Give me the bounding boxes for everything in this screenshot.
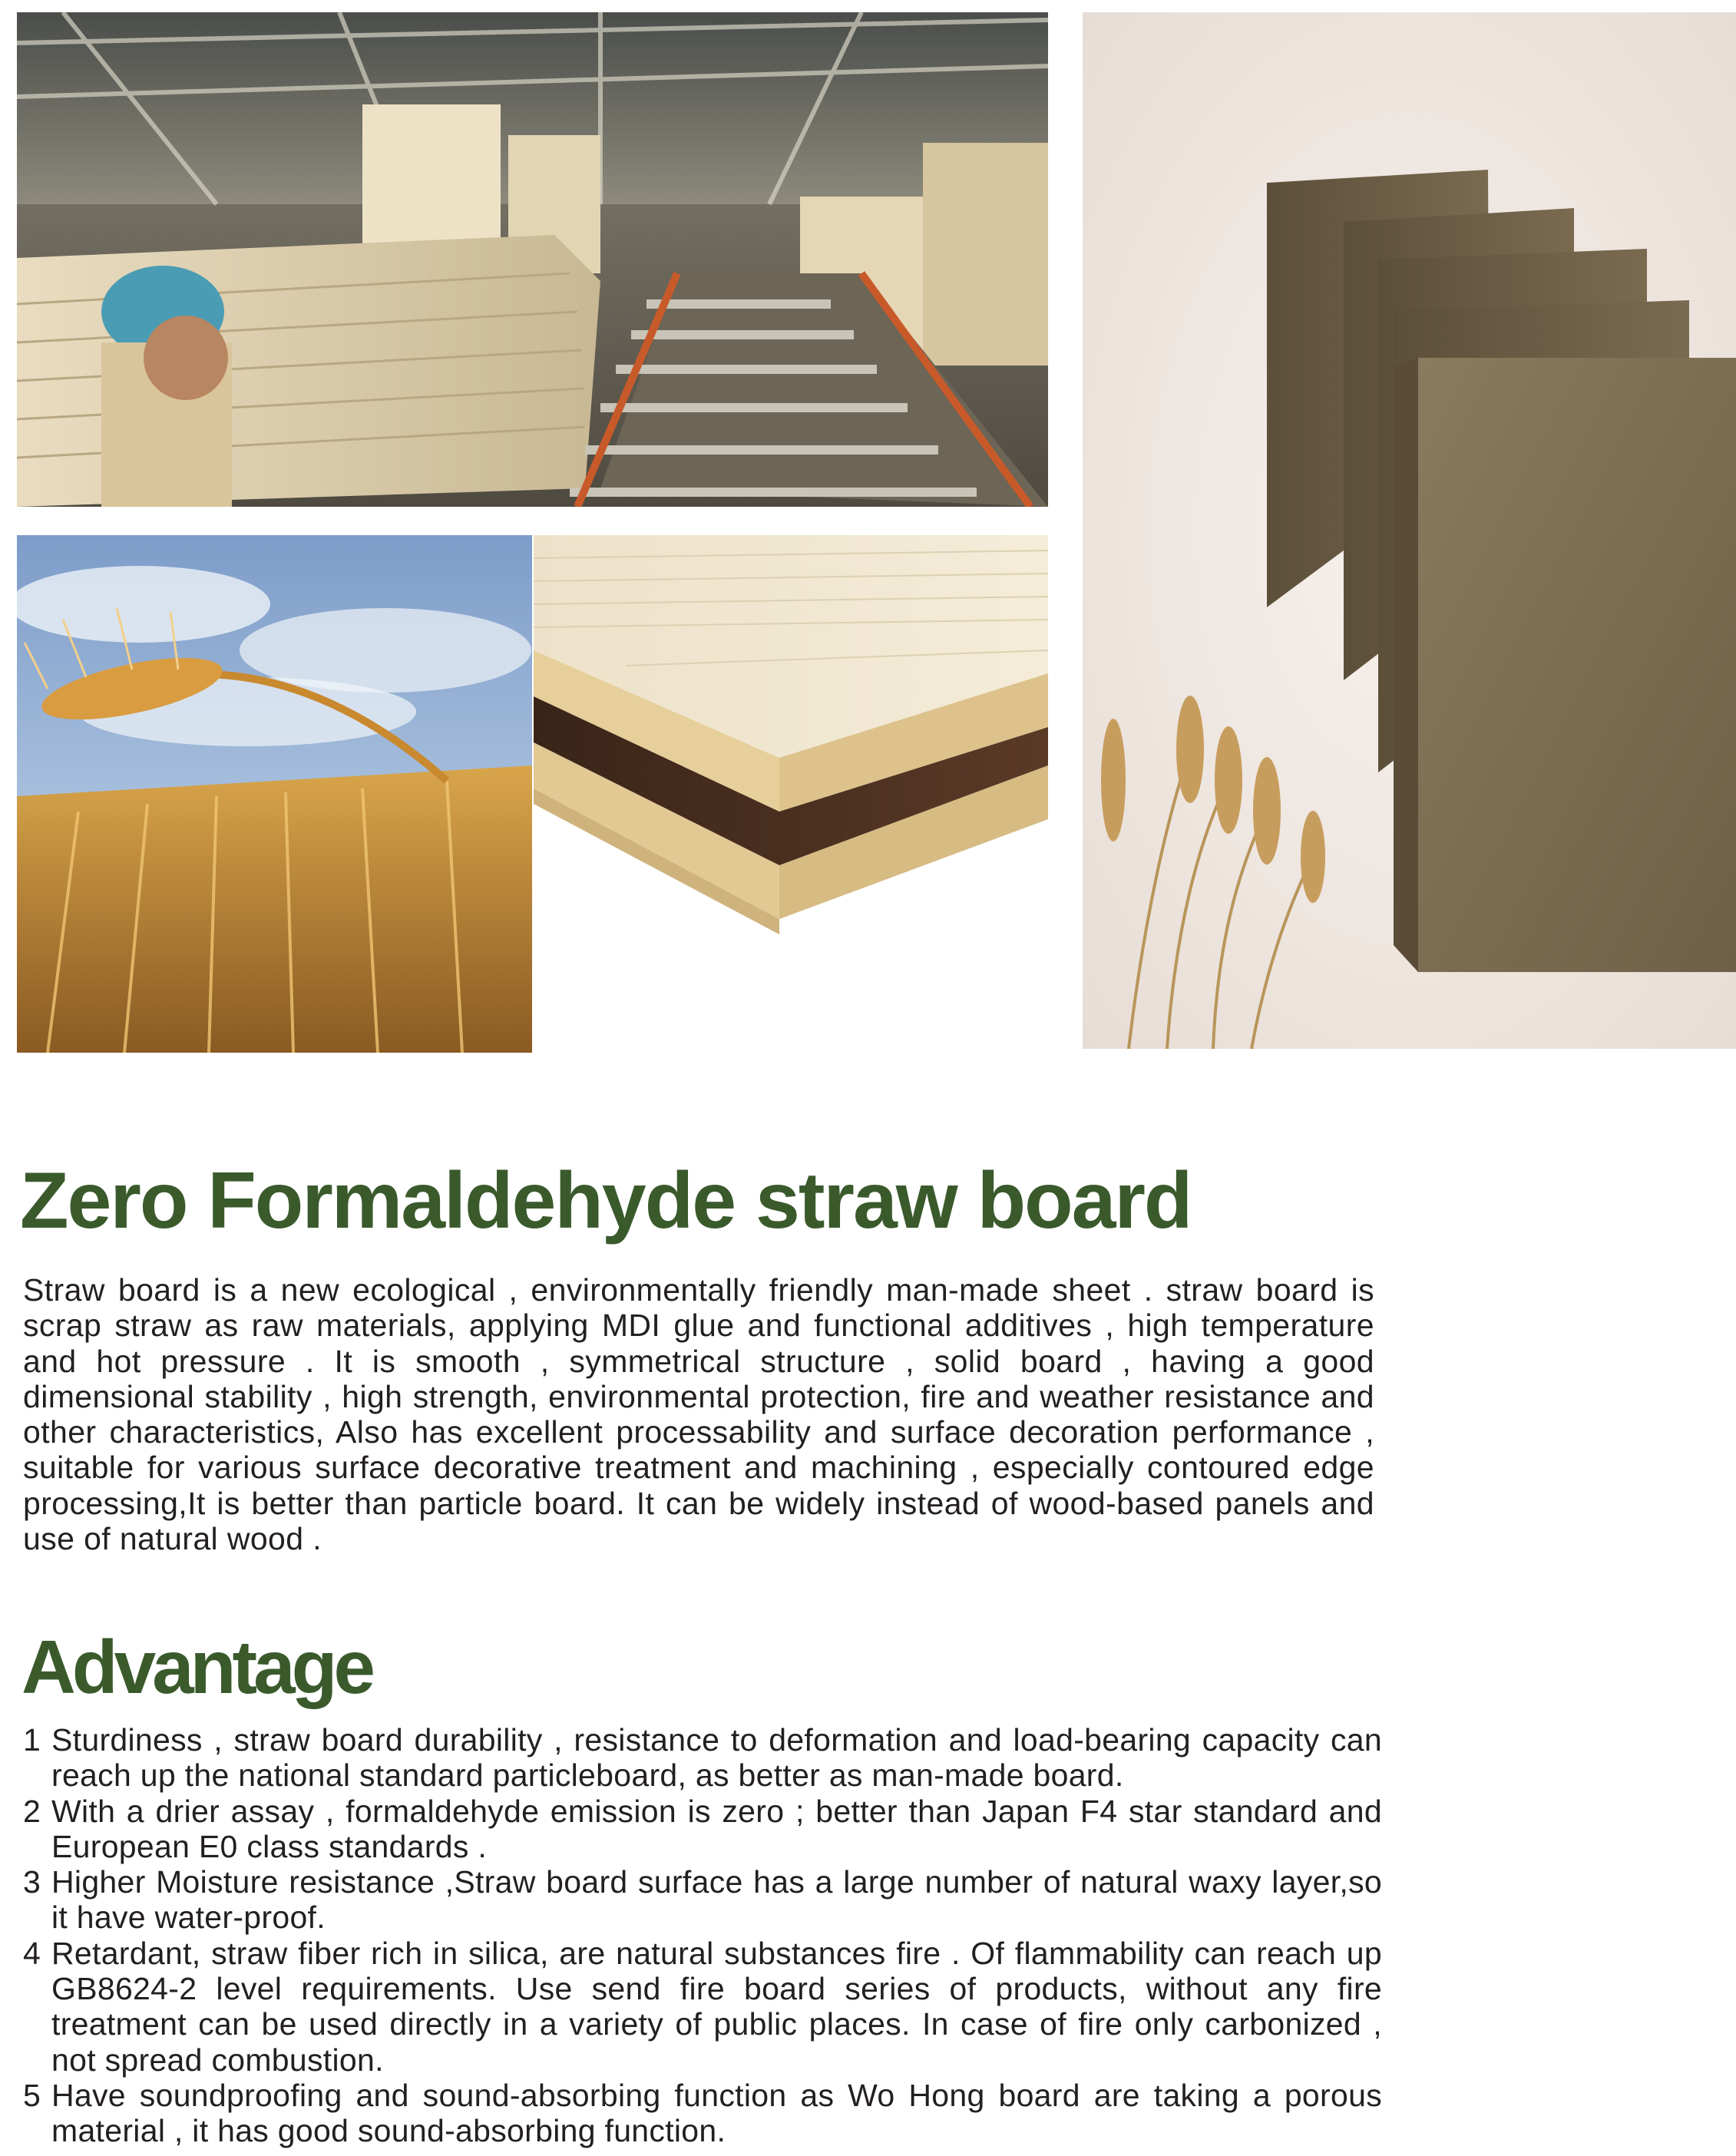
advantage-item xyxy=(23,1794,1382,1865)
product-description: Straw board is a new ecological , environmentally friendly man-made sheet . straw board is scrap straw as raw materials, applying MDI glue and functional additives , high temperature and hot pressure . It is smooth , symmetrical structure , solid board , having a good dimensional stability , high strength, environmental protection, fire and weather resistance and other characteristics, Also has excellent processability and surface decoration performance , suitable for various surface decorative treatment and machining , especially contoured edge processing,It is better than particle board. It can be widely instead of wood-based panels and use of natural wood . xyxy=(23,1272,1374,1557)
advantage-item-text: Have soundproofing and sound-absorbing function as Wo Hong board are taking a porous material , it has good sound-absorbing function. xyxy=(51,2077,1382,2149)
advantage-item-text: Retardant, straw fiber rich in silica, are natural substances fire . Of flammability can reach up GB8624-2 level requirements. Use send fire board series of products, without any fire treatment can be used directly in a variety of public places. In case of fire only carbonized , not spread combustion. xyxy=(51,1935,1382,2078)
laminated-panels-image xyxy=(534,535,1048,1053)
advantage-item-number: 5 xyxy=(23,2077,41,2113)
advantage-item-number: 2 xyxy=(23,1793,41,1829)
advantage-item-text: With a drier assay , formaldehyde emission is zero ; better than Japan F4 star standard and European E0 class standards . xyxy=(51,1793,1382,1864)
wheat-field-image xyxy=(17,535,532,1053)
advantage-item-text: Higher Moisture resistance ,Straw board surface has a large number of natural waxy layer,so it have water-proof. xyxy=(51,1864,1382,1936)
advantage-item-number: 4 xyxy=(23,1935,41,1971)
advantage-item-number: 1 xyxy=(23,1722,41,1758)
advantage-list xyxy=(23,1722,1382,2149)
advantage-item xyxy=(23,1722,1382,1794)
advantage-heading: Advantage xyxy=(21,1625,372,1709)
advantage-item-number: 3 xyxy=(23,1864,41,1900)
advantage-item xyxy=(23,1864,1382,1936)
straw-boards-image xyxy=(1083,12,1736,1049)
advantage-item xyxy=(23,2078,1382,2149)
advantage-item-text: Sturdiness , straw board durability , resistance to deformation and load-bearing capacity can reach up the national standard particleboard, as better as man-made board. xyxy=(51,1722,1382,1794)
page-title: Zero Formaldehyde straw board xyxy=(20,1156,1192,1245)
advantage-item xyxy=(23,1936,1382,2078)
factory-production-line-image xyxy=(17,12,1048,507)
